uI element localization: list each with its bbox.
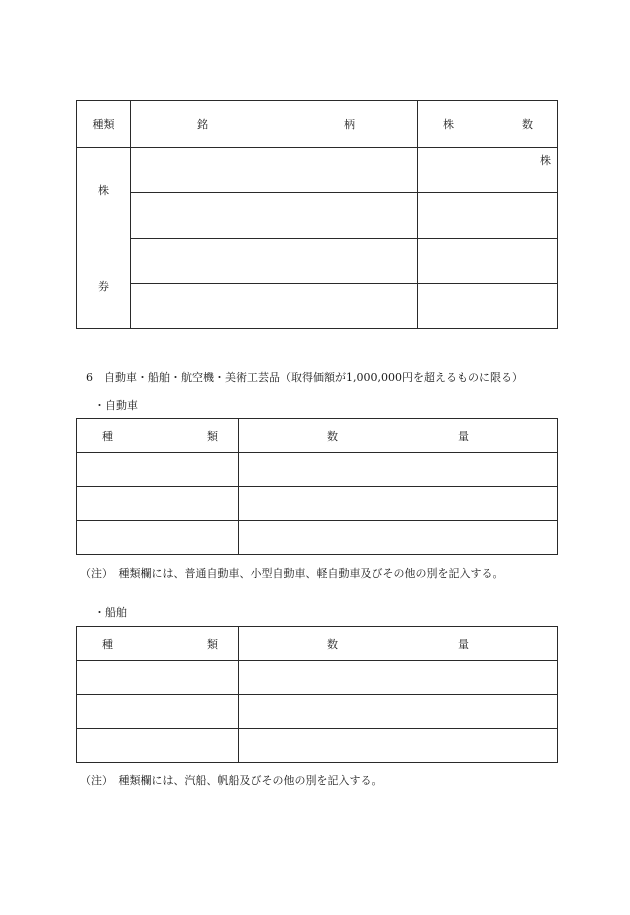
car-cell-type <box>77 453 239 487</box>
ship-header-quantity <box>239 627 558 661</box>
stocks-unit-label: 株 <box>540 154 551 167</box>
stocks-header-brand-b: 柄 <box>344 118 355 131</box>
stocks-cell-quantity <box>418 284 558 329</box>
stocks-header-quantity-b: 数 <box>522 118 533 131</box>
ship-header-type-b: 類 <box>207 637 218 651</box>
car-cell-quantity <box>239 453 558 487</box>
ship-cell-type <box>77 729 239 763</box>
car-header-quantity-b: 量 <box>458 429 469 443</box>
stocks-cell-brand <box>131 284 418 329</box>
ship-cell-quantity <box>239 729 558 763</box>
stocks-side-label <box>77 148 131 329</box>
car-header-type-a: 種 <box>102 429 113 443</box>
stocks-header-quantity <box>418 101 558 148</box>
stocks-header-brand-a: 銘 <box>197 118 208 131</box>
ship-cell-type <box>77 661 239 695</box>
ship-table <box>76 626 558 763</box>
ship-header-type-a: 種 <box>102 637 113 651</box>
stocks-side-label-bottom: 券 <box>98 280 109 293</box>
car-cell-type <box>77 521 239 555</box>
car-cell-type <box>77 487 239 521</box>
car-subheading: ・自動車 <box>94 399 138 412</box>
car-note: （注） 種類欄には、普通自動車、小型自動車、軽自動車及びその他の別を記入する。 <box>80 567 504 580</box>
ship-header-quantity-a: 数 <box>327 637 338 651</box>
car-cell-quantity <box>239 521 558 555</box>
car-header-type <box>77 419 239 453</box>
ship-header-type <box>77 627 239 661</box>
stocks-header-brand <box>131 101 418 148</box>
stocks-cell-quantity <box>418 239 558 284</box>
stocks-table <box>76 100 558 329</box>
stocks-cell-quantity <box>418 148 558 193</box>
car-header-quantity <box>239 419 558 453</box>
ship-header-quantity-b: 量 <box>458 637 469 651</box>
stocks-cell-quantity <box>418 193 558 239</box>
ship-cell-type <box>77 695 239 729</box>
ship-note: （注） 種類欄には、汽船、帆船及びその他の別を記入する。 <box>80 774 383 787</box>
ship-cell-quantity <box>239 661 558 695</box>
stocks-cell-brand <box>131 239 418 284</box>
stocks-cell-brand <box>131 193 418 239</box>
stocks-header-quantity-a: 株 <box>443 118 454 131</box>
ship-subheading: ・船舶 <box>94 606 127 619</box>
car-cell-quantity <box>239 487 558 521</box>
car-table <box>76 418 558 555</box>
section-6-heading: 6 自動車・船舶・航空機・美術工芸品（取得価額が1,000,000円を超えるものに限る） <box>86 371 523 384</box>
car-header-type-b: 類 <box>207 429 218 443</box>
stocks-side-label-top: 株 <box>98 184 109 197</box>
stocks-cell-brand <box>131 148 418 193</box>
ship-cell-quantity <box>239 695 558 729</box>
stocks-header-type: 種類 <box>77 101 131 148</box>
car-header-quantity-a: 数 <box>327 429 338 443</box>
